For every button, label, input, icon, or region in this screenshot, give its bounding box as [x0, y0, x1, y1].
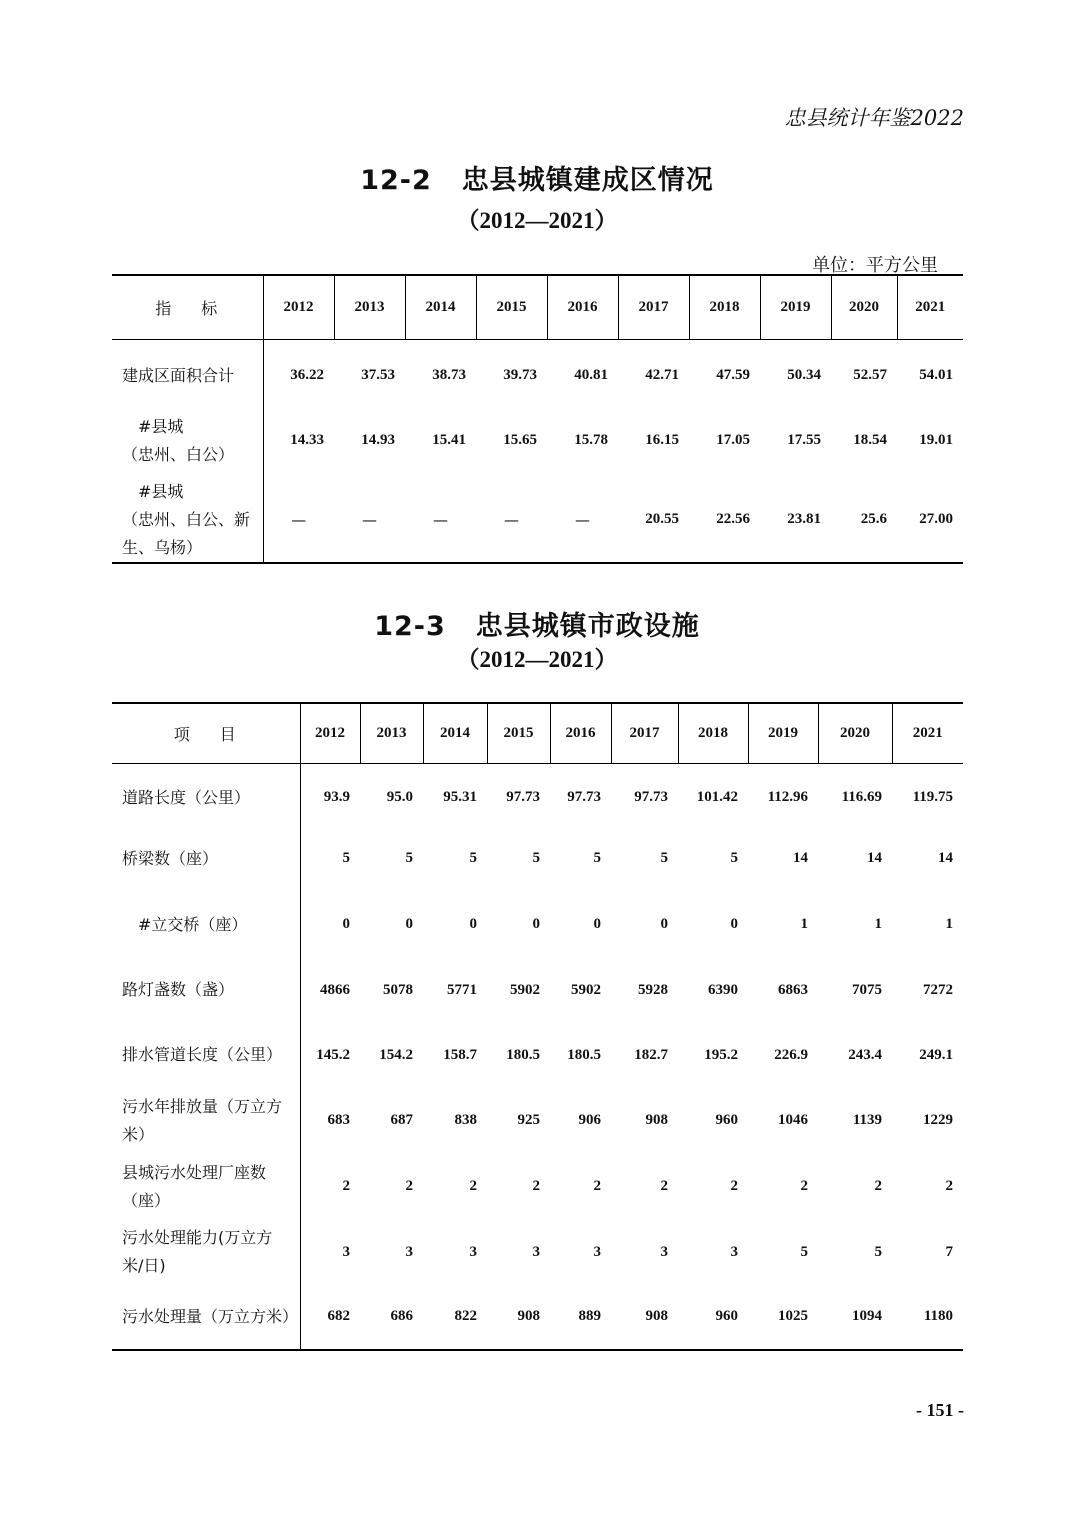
value-cell: 158.7 — [443, 1046, 477, 1063]
value-cell: 2 — [660, 1178, 668, 1194]
spacer-cell — [689, 339, 760, 348]
table-row — [112, 770, 963, 826]
value-cell: 27.00 — [919, 511, 953, 527]
value-cell: 908 — [645, 1308, 668, 1324]
value-cell: 17.55 — [787, 432, 821, 448]
table2-number: 12-3 — [374, 611, 446, 642]
value-cell: 2 — [532, 1178, 540, 1194]
table2-year-header: 2021 — [892, 703, 963, 763]
value-cell: 52.57 — [853, 367, 887, 383]
value-cell: 3 — [405, 1243, 413, 1260]
value-cell: 95.31 — [443, 789, 477, 805]
table1-title — [0, 158, 1074, 197]
row-label — [112, 404, 263, 478]
row-label-line: 排水管道长度（公里） — [122, 1045, 283, 1064]
table1 — [112, 274, 963, 564]
row-label-line: 县城污水处理厂座数 — [122, 1162, 267, 1182]
value-cell: 101.42 — [696, 789, 738, 805]
spacer-cell — [831, 339, 897, 348]
value-cell: 5 — [874, 1243, 882, 1260]
value-cell: 0 — [593, 916, 601, 932]
value-cell: 182.7 — [634, 1046, 668, 1063]
table2-year-header: 2016 — [550, 703, 611, 763]
value-cell: 7 — [945, 1243, 953, 1260]
value-cell: 6390 — [708, 981, 738, 998]
table-row — [112, 1220, 963, 1285]
value-cell: 15.41 — [432, 432, 466, 448]
value-cell: 1094 — [852, 1308, 882, 1324]
value-cell: — — [504, 510, 519, 529]
value-cell: 50.34 — [787, 367, 821, 383]
spacer-cell — [760, 339, 831, 348]
table1-year-header: 2020 — [831, 275, 897, 339]
table2-year-header: 2015 — [487, 703, 550, 763]
value-cell: 682 — [327, 1308, 350, 1324]
value-cell: 5 — [405, 850, 413, 866]
value-cell: 906 — [578, 1112, 601, 1128]
value-cell: 5928 — [638, 981, 668, 998]
value-cell: 116.69 — [841, 789, 882, 805]
spacer-cell — [476, 339, 547, 348]
value-cell: 17.05 — [716, 432, 750, 448]
value-cell: 40.81 — [574, 367, 608, 383]
table2-year-header: 2017 — [611, 703, 678, 763]
value-cell: 145.2 — [316, 1046, 350, 1063]
value-cell: 15.78 — [574, 432, 608, 448]
value-cell: 1 — [800, 916, 808, 932]
row-label-line: 路灯盏数（盏） — [122, 980, 235, 999]
value-cell: 5078 — [383, 981, 413, 998]
value-cell: 25.6 — [860, 511, 887, 527]
value-cell: 960 — [715, 1308, 738, 1324]
value-cell: 7075 — [852, 981, 882, 998]
row-label — [112, 478, 263, 563]
value-cell: 5 — [800, 1243, 808, 1260]
value-cell: 18.54 — [853, 432, 887, 448]
row-label-line: 道路长度（公里） — [122, 787, 251, 807]
table1-year-header: 2019 — [760, 275, 831, 339]
value-cell: 2 — [730, 1178, 738, 1194]
spacer-cell — [112, 339, 263, 348]
table2-header-row — [112, 703, 963, 763]
row-label — [112, 958, 300, 1023]
spacer-cell — [334, 339, 405, 348]
value-cell: 4866 — [320, 981, 350, 998]
value-cell: 195.2 — [704, 1046, 738, 1063]
value-cell: 2 — [342, 1178, 350, 1194]
value-cell: 226.9 — [774, 1046, 808, 1063]
row-label-line: 污水处理能力(万立方米/日) — [122, 1228, 273, 1275]
value-cell: 5 — [730, 850, 738, 866]
value-cell: 0 — [660, 916, 668, 932]
value-cell: 5 — [342, 850, 350, 866]
row-label-line: （忠州、白公、新 — [122, 509, 251, 529]
table-row — [112, 404, 963, 478]
value-cell: 16.15 — [645, 432, 679, 448]
value-cell: 97.73 — [506, 789, 540, 805]
row-label — [112, 1220, 300, 1285]
value-cell: 119.75 — [912, 789, 953, 805]
value-cell: 2 — [945, 1178, 953, 1194]
row-label-line: 生、乌杨） — [122, 537, 203, 557]
table1-year-header: 2015 — [476, 275, 547, 339]
value-cell: 1046 — [778, 1112, 808, 1128]
value-cell: 3 — [532, 1243, 540, 1260]
table1-year-header: 2013 — [334, 275, 405, 339]
value-cell: 36.22 — [290, 367, 324, 383]
value-cell: 37.53 — [361, 367, 395, 383]
value-cell: 14 — [867, 850, 882, 866]
value-cell: 2 — [469, 1178, 477, 1194]
table2-year-header: 2014 — [423, 703, 487, 763]
value-cell: 2 — [800, 1178, 808, 1194]
value-cell: 925 — [517, 1112, 540, 1128]
value-cell: — — [575, 510, 590, 529]
row-label-line: #县城 — [138, 481, 184, 501]
value-cell: 822 — [454, 1308, 477, 1324]
table-row — [112, 1154, 963, 1220]
table-row — [112, 958, 963, 1023]
row-label-line: 桥梁数（座） — [122, 848, 219, 868]
table1-title-text: 忠县城镇建成区情况 — [461, 165, 714, 196]
row-label-line: （忠州、白公） — [122, 444, 235, 464]
spacer-cell — [897, 339, 963, 348]
page-number: - 151 - — [916, 1400, 964, 1420]
row-label — [112, 1023, 300, 1088]
value-cell: 1180 — [923, 1308, 953, 1324]
value-cell: 22.56 — [716, 511, 750, 527]
spacer-cell — [405, 339, 476, 348]
value-cell: 42.71 — [645, 367, 679, 383]
value-cell: 686 — [390, 1308, 413, 1324]
table2 — [112, 702, 963, 1351]
row-label — [112, 1154, 300, 1220]
table1-year-header: 2021 — [897, 275, 963, 339]
table1-unit: 单位：平方公里 — [812, 255, 938, 276]
value-cell: 1 — [945, 916, 953, 932]
value-cell: 0 — [730, 916, 738, 932]
table2-year-header: 2019 — [748, 703, 818, 763]
value-cell: 687 — [390, 1112, 413, 1128]
row-label — [112, 1088, 300, 1154]
table-row — [112, 348, 963, 404]
row-label-line: 建成区面积合计 — [122, 365, 235, 385]
value-cell: 14 — [793, 850, 808, 866]
value-cell: 112.96 — [767, 789, 808, 805]
value-cell: 0 — [469, 916, 477, 932]
value-cell: 0 — [405, 916, 413, 932]
value-cell: 889 — [578, 1308, 601, 1324]
value-cell: 23.81 — [787, 511, 821, 527]
value-cell: 5 — [660, 850, 668, 866]
table1-period: （2012—2021） — [456, 208, 618, 233]
table2-year-header: 2018 — [678, 703, 748, 763]
spacer-cell — [263, 339, 334, 348]
book-title: 忠县统计年鉴2022 — [784, 106, 964, 130]
row-label-line: 污水年排放量（万立方 — [122, 1096, 283, 1116]
value-cell: 908 — [645, 1112, 668, 1128]
value-cell: 5 — [469, 850, 477, 866]
row-label-line: （座） — [122, 1190, 171, 1210]
value-cell: 20.55 — [645, 511, 679, 527]
value-cell: 0 — [532, 916, 540, 932]
value-cell: — — [433, 510, 448, 529]
value-cell: 2 — [593, 1178, 601, 1194]
table2-year-header: 2013 — [360, 703, 423, 763]
value-cell: 3 — [660, 1243, 668, 1260]
value-cell: 3 — [730, 1243, 738, 1260]
value-cell: 5771 — [447, 981, 477, 998]
value-cell: 249.1 — [919, 1046, 953, 1063]
table2-year-header: 2012 — [300, 703, 360, 763]
table-row — [112, 1285, 963, 1350]
value-cell: 5902 — [571, 981, 601, 998]
row-label — [112, 1285, 300, 1350]
value-cell: 47.59 — [716, 367, 750, 383]
value-cell: 14.33 — [290, 432, 324, 448]
value-cell: 7272 — [923, 981, 953, 998]
value-cell: 960 — [715, 1112, 738, 1128]
table1-year-header: 2018 — [689, 275, 760, 339]
value-cell: 3 — [593, 1243, 601, 1260]
spacer-cell — [618, 339, 689, 348]
table-row — [112, 826, 963, 892]
value-cell: 97.73 — [567, 789, 601, 805]
value-cell: 1139 — [852, 1112, 882, 1128]
table-row — [112, 892, 963, 958]
value-cell: — — [362, 510, 377, 529]
table2-period: （2012—2021） — [456, 647, 618, 672]
value-cell: 97.73 — [634, 789, 668, 805]
value-cell: 5 — [532, 850, 540, 866]
value-cell: 0 — [342, 916, 350, 932]
value-cell: 1 — [874, 916, 882, 932]
row-label — [112, 770, 300, 826]
table2-title-text: 忠县城镇市政设施 — [475, 611, 700, 642]
table1-year-header: 2014 — [405, 275, 476, 339]
value-cell: 838 — [454, 1112, 477, 1128]
value-cell: 180.5 — [506, 1046, 540, 1063]
table2-title — [0, 604, 1074, 643]
value-cell: 19.01 — [919, 432, 953, 448]
value-cell: 683 — [327, 1112, 350, 1128]
value-cell: 54.01 — [919, 367, 953, 383]
value-cell: 908 — [517, 1308, 540, 1324]
row-label-line: 污水处理量（万立方米） — [122, 1306, 299, 1326]
table1-corner-header: 指 标 — [112, 275, 263, 339]
value-cell: 243.4 — [848, 1046, 882, 1063]
value-cell: 5 — [593, 850, 601, 866]
table1-header-row — [112, 275, 963, 339]
row-label — [112, 348, 263, 404]
table-row — [112, 478, 963, 563]
spacer-cell — [547, 339, 618, 348]
table-row — [112, 1088, 963, 1154]
table2-year-header: 2020 — [818, 703, 892, 763]
spacer-row — [112, 339, 963, 348]
table2-corner-header: 项 目 — [112, 703, 300, 763]
value-cell: 2 — [874, 1178, 882, 1194]
value-cell: 1025 — [778, 1308, 808, 1324]
value-cell: 3 — [342, 1243, 350, 1260]
row-label — [112, 892, 300, 958]
value-cell: 15.65 — [503, 432, 537, 448]
table1-year-header: 2016 — [547, 275, 618, 339]
table1-number: 12-2 — [360, 165, 432, 196]
value-cell: 180.5 — [567, 1046, 601, 1063]
row-label-line: #立交桥（座） — [138, 914, 248, 934]
value-cell: 14.93 — [361, 432, 395, 448]
value-cell: 38.73 — [432, 367, 466, 383]
row-label — [112, 826, 300, 892]
value-cell: — — [291, 510, 307, 529]
value-cell: 2 — [405, 1178, 413, 1194]
value-cell: 39.73 — [503, 367, 537, 383]
table-row — [112, 1023, 963, 1088]
value-cell: 95.0 — [386, 789, 413, 805]
row-label-line: #县城 — [138, 416, 184, 436]
value-cell: 14 — [938, 850, 953, 866]
table1-year-header: 2017 — [618, 275, 689, 339]
value-cell: 5902 — [510, 981, 540, 998]
table1-year-header: 2012 — [263, 275, 334, 339]
row-label-line: 米） — [122, 1124, 155, 1144]
value-cell: 93.9 — [323, 789, 350, 805]
value-cell: 1229 — [923, 1112, 953, 1128]
value-cell: 3 — [469, 1243, 477, 1260]
value-cell: 6863 — [778, 981, 808, 998]
value-cell: 154.2 — [379, 1046, 413, 1063]
